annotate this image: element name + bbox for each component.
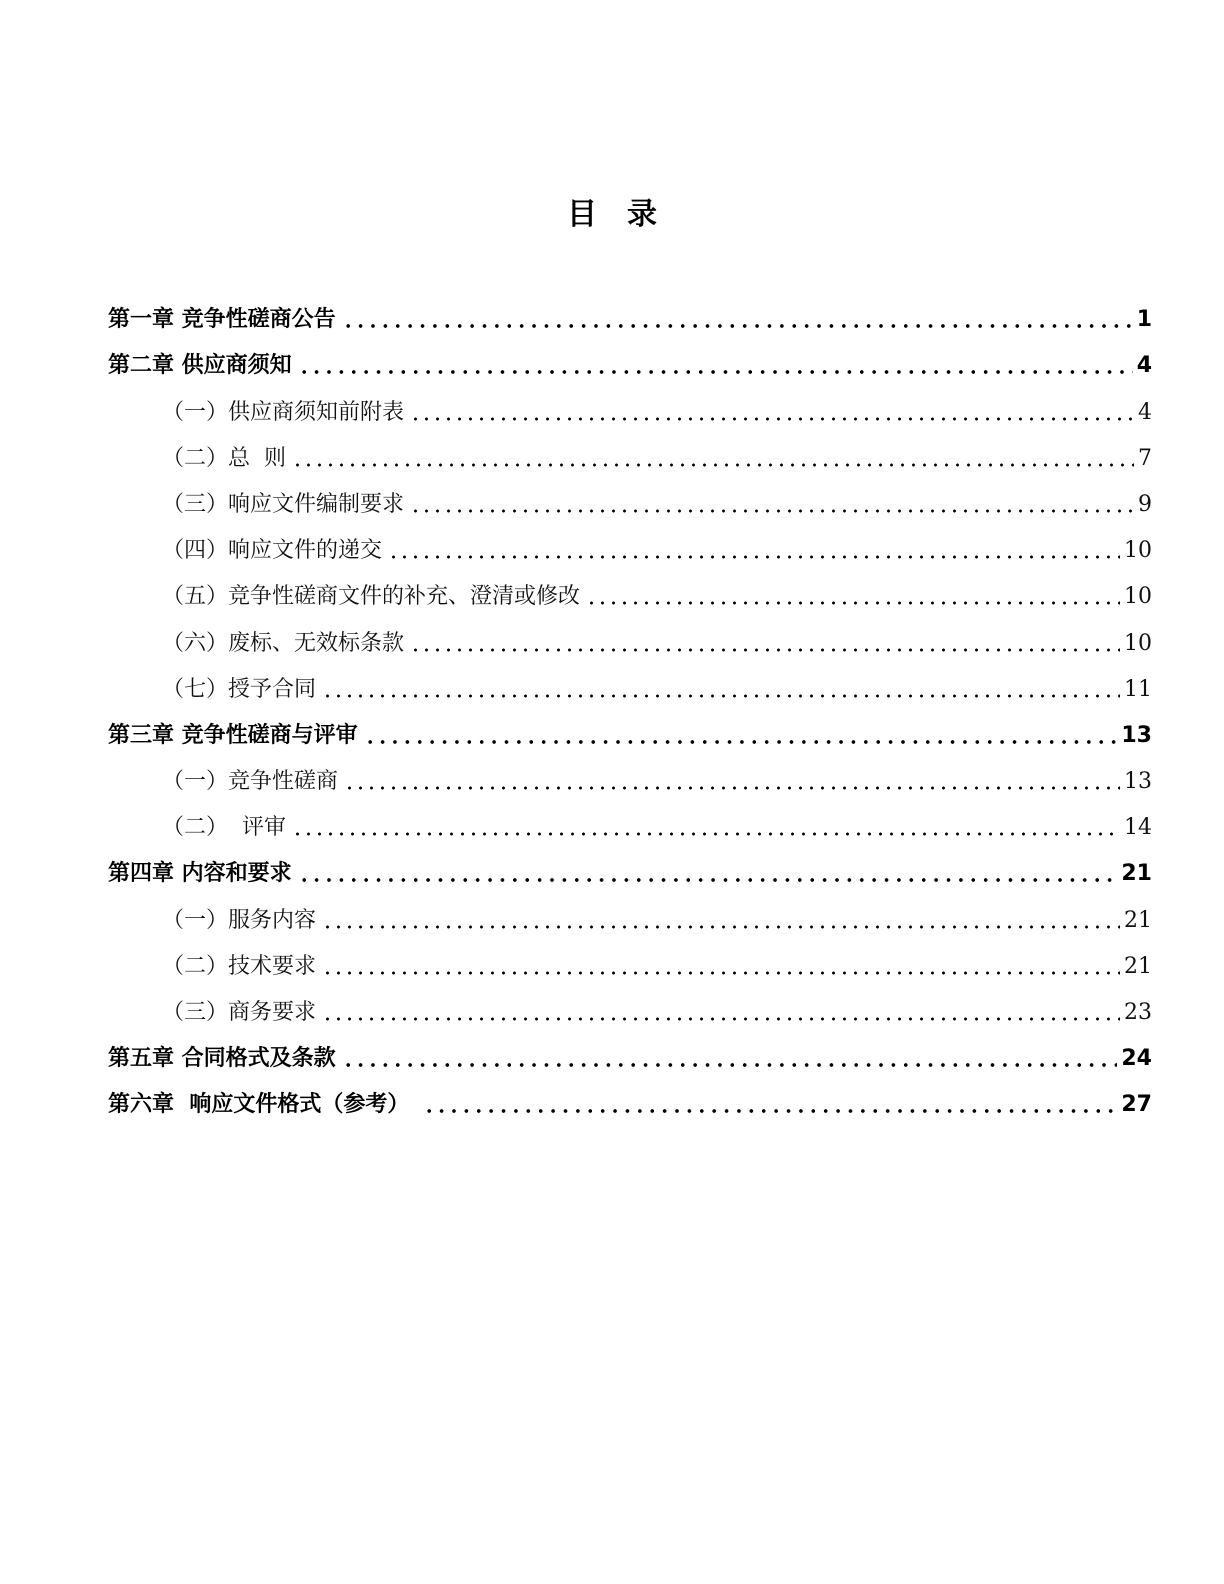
- toc-dot-leader: [410, 648, 1120, 652]
- toc-entry-text: 第四章 内容和要求: [108, 861, 292, 887]
- toc-entry-text: （三）响应文件编制要求: [162, 491, 405, 517]
- toc-dot-leader: [298, 370, 1133, 374]
- toc-entry-chapter-1[interactable]: [108, 294, 1152, 340]
- toc-page-number: 13: [1121, 722, 1152, 748]
- toc-dot-leader: [423, 1109, 1117, 1113]
- toc-entry-text: （一）服务内容: [162, 907, 317, 933]
- toc-page-number: 4: [1136, 353, 1152, 379]
- toc-dot-leader: [410, 509, 1134, 513]
- toc-entry-chapter-3[interactable]: [108, 710, 1152, 756]
- toc-entry-text: （二）技术要求: [162, 953, 317, 979]
- toc-entry-text: （二） 评审: [162, 815, 286, 841]
- toc-entry-section[interactable]: [108, 802, 1152, 848]
- toc-entry-text: （七）授予合同: [162, 676, 317, 702]
- toc-entry-section[interactable]: [108, 571, 1152, 617]
- toc-dot-leader: [322, 1017, 1120, 1021]
- toc-page-number: 27: [1121, 1092, 1152, 1118]
- toc-entry-text: （三）商务要求: [162, 1000, 317, 1025]
- toc-entry-section[interactable]: [108, 756, 1152, 802]
- toc-dot-leader: [344, 786, 1120, 790]
- toc-dot-leader: [298, 878, 1118, 882]
- toc-page-number: 24: [1121, 1046, 1152, 1072]
- toc-page-number: 9: [1138, 491, 1152, 517]
- table-of-contents: [108, 294, 1152, 1125]
- toc-dot-leader: [322, 694, 1120, 698]
- toc-entry-section[interactable]: [108, 987, 1152, 1033]
- toc-dot-leader: [586, 601, 1120, 605]
- toc-page-number: 10: [1124, 538, 1152, 564]
- toc-entry-chapter-4[interactable]: [108, 848, 1152, 894]
- toc-page-number: 10: [1124, 630, 1152, 656]
- toc-entry-section[interactable]: [108, 894, 1152, 940]
- toc-entry-section[interactable]: [108, 386, 1152, 432]
- toc-page-number: 23: [1124, 1000, 1152, 1025]
- toc-dot-leader: [410, 417, 1134, 421]
- toc-dot-leader: [322, 925, 1120, 929]
- toc-page-number: 21: [1124, 907, 1152, 933]
- toc-entry-text: （一）竞争性磋商: [162, 769, 339, 795]
- toc-entry-text: （二）总 则: [162, 445, 286, 471]
- toc-entry-chapter-6[interactable]: [108, 1079, 1152, 1125]
- toc-entry-chapter-2[interactable]: [108, 340, 1152, 386]
- toc-entry-text: （一）供应商须知前附表: [162, 399, 405, 425]
- toc-entry-text: 第一章 竞争性磋商公告: [108, 307, 336, 333]
- toc-entry-text: （五）竞争性磋商文件的补充、澄清或修改: [162, 584, 581, 610]
- toc-entry-text: 第五章 合同格式及条款: [108, 1046, 336, 1072]
- toc-dot-leader: [364, 740, 1118, 744]
- toc-entry-section[interactable]: [108, 433, 1152, 479]
- toc-entry-section[interactable]: [108, 664, 1152, 710]
- toc-dot-leader: [342, 1063, 1118, 1067]
- toc-entry-text: 第六章 响应文件格式（参考）: [108, 1092, 417, 1118]
- toc-dot-leader: [388, 555, 1120, 559]
- toc-page-number: 14: [1124, 815, 1152, 841]
- toc-dot-leader: [292, 832, 1120, 836]
- toc-dot-leader: [342, 324, 1133, 328]
- toc-entry-section[interactable]: [108, 525, 1152, 571]
- toc-page-number: 4: [1138, 399, 1152, 425]
- toc-page-number: 11: [1124, 676, 1152, 702]
- toc-dot-leader: [292, 463, 1134, 467]
- toc-page-number: 7: [1138, 445, 1152, 471]
- toc-entry-section[interactable]: [108, 617, 1152, 663]
- toc-entry-section[interactable]: [108, 941, 1152, 987]
- toc-page-number: 13: [1124, 769, 1152, 795]
- toc-entry-section[interactable]: [108, 479, 1152, 525]
- toc-entry-chapter-5[interactable]: [108, 1033, 1152, 1079]
- toc-page-number: 10: [1124, 584, 1152, 610]
- toc-entry-text: （六）废标、无效标条款: [162, 630, 405, 656]
- toc-page-number: 21: [1121, 861, 1152, 887]
- toc-page-number: 1: [1136, 307, 1152, 333]
- toc-entry-text: 第三章 竞争性磋商与评审: [108, 722, 358, 748]
- page-title: 目 录: [567, 197, 657, 232]
- toc-dot-leader: [322, 971, 1120, 975]
- toc-page-number: 21: [1124, 953, 1152, 979]
- toc-entry-text: （四）响应文件的递交: [162, 538, 383, 564]
- toc-entry-text: 第二章 供应商须知: [108, 353, 292, 379]
